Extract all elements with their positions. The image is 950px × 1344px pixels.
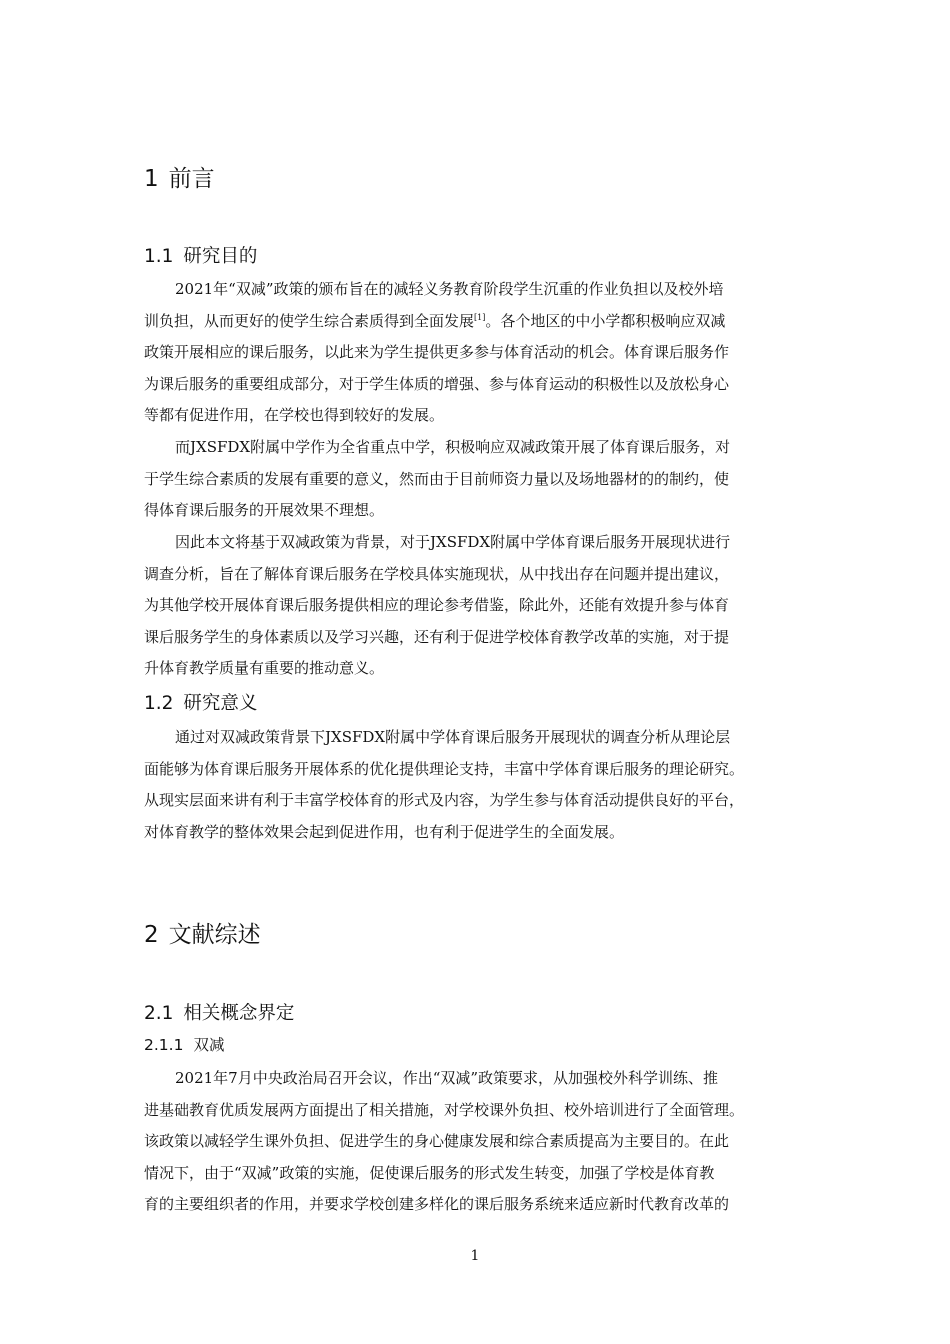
section-2-heading: [144, 920, 261, 950]
text-line: 面能够为体育课后服务开展体系的优化提供理论支持，丰富中学体育课后服务的理论研究。: [144, 759, 745, 778]
paragraph-purpose-1: [144, 274, 812, 432]
text-line: 进基础教育优质发展两方面提出了相关措施，对学校课外负担、校外培训进行了全面管理。: [144, 1100, 745, 1119]
text-line: 于学生综合素质的发展有重要的意义，然而由于目前师资力量以及场地器材的的制约，使: [144, 469, 730, 488]
paragraph-purpose-2: [144, 432, 812, 527]
section-1-heading: [144, 164, 215, 194]
section-title: 相关概念界定: [183, 1003, 295, 1024]
text-line: 课后服务学生的身体素质以及学习兴趣，还有利于促进学校体育教学改革的实施，对于提: [144, 627, 730, 646]
section-1-1-heading: [144, 244, 257, 270]
section-number: 1.1: [144, 246, 174, 267]
text-line: 等都有促进作用，在学校也得到较好的发展。: [144, 406, 445, 424]
text-line: 为其他学校开展体育课后服务提供相应的理论参考借鉴，除此外，还能有效提升参与体育: [144, 596, 730, 614]
paragraph-significance: [144, 722, 812, 848]
section-number: 2.1: [144, 1003, 174, 1024]
text-line: 调查分析，旨在了解体育课后服务在学校具体实施现状，从中找出存在问题并提出建议，: [144, 564, 730, 583]
text-line: 2021年7月中央政治局召开会议，作出“双减”政策要求，从加强校外科学训练、推: [175, 1069, 719, 1087]
text-line: 为课后服务的重要组成部分，对于学生体质的增强、参与体育运动的积极性以及放松身心: [144, 374, 730, 393]
section-1-2-heading: [144, 691, 257, 717]
section-2-1-heading: [144, 1001, 294, 1027]
section-2-1-1-heading: [144, 1034, 224, 1056]
text-line: 得体育课后服务的开展效果不理想。: [144, 501, 385, 519]
text-line: 因此本文将基于双减政策为背景，对于JXSFDX附属中学体育课后服务开展现状进行: [175, 533, 731, 551]
text-line: 通过对双减政策背景下JXSFDX附属中学体育课后服务开展现状的调查分析从理论层: [175, 728, 731, 746]
section-number: 1: [144, 166, 159, 192]
section-title: 研究意义: [183, 693, 258, 714]
section-title: 双减: [193, 1036, 225, 1054]
section-title: 研究目的: [183, 246, 258, 267]
text-line: [144, 306, 812, 338]
text-line: 从现实层面来讲有利于丰富学校体育的形式及内容，为学生参与体育活动提供良好的平台，: [144, 791, 745, 809]
text-line: 而JXSFDX附属中学作为全省重点中学，积极响应双减政策开展了体育课后服务，对: [175, 438, 731, 456]
section-number: 2.1.1: [144, 1036, 184, 1054]
section-number: 2: [144, 922, 159, 948]
paragraph-purpose-3: [144, 527, 812, 685]
paragraph-double-reduction: [144, 1063, 812, 1221]
page-number: 1: [470, 1248, 480, 1264]
section-title: 前言: [168, 166, 215, 192]
citation: [1]: [474, 312, 486, 322]
text-line: 政策开展相应的课后服务，以此来为学生提供更多参与体育活动的机会。体育课后服务作: [144, 343, 730, 361]
section-number: 1.2: [144, 693, 174, 714]
text-line: 升体育教学质量有重要的推动意义。: [144, 659, 385, 677]
text-span: 。各个地区的中小学都积极响应双减: [485, 311, 726, 330]
text-line: 2021年“双减”政策的颁布旨在的减轻义务教育阶段学生沉重的作业负担以及校外培: [175, 280, 724, 298]
text-line: 情况下，由于“双减”政策的实施，促使课后服务的形式发生转变，加强了学校是体育教: [144, 1163, 715, 1182]
text-line: 该政策以减轻学生课外负担、促进学生的身心健康发展和综合素质提高为主要目的。在此: [144, 1132, 730, 1150]
text-span: 训负担，从而更好的使学生综合素质得到全面发展: [144, 311, 475, 330]
text-line: 育的主要组织者的作用，并要求学校创建多样化的课后服务系统来适应新时代教育改革的: [144, 1195, 730, 1213]
text-line: 对体育教学的整体效果会起到促进作用，也有利于促进学生的全面发展。: [144, 822, 625, 841]
section-title: 文献综述: [168, 922, 261, 948]
